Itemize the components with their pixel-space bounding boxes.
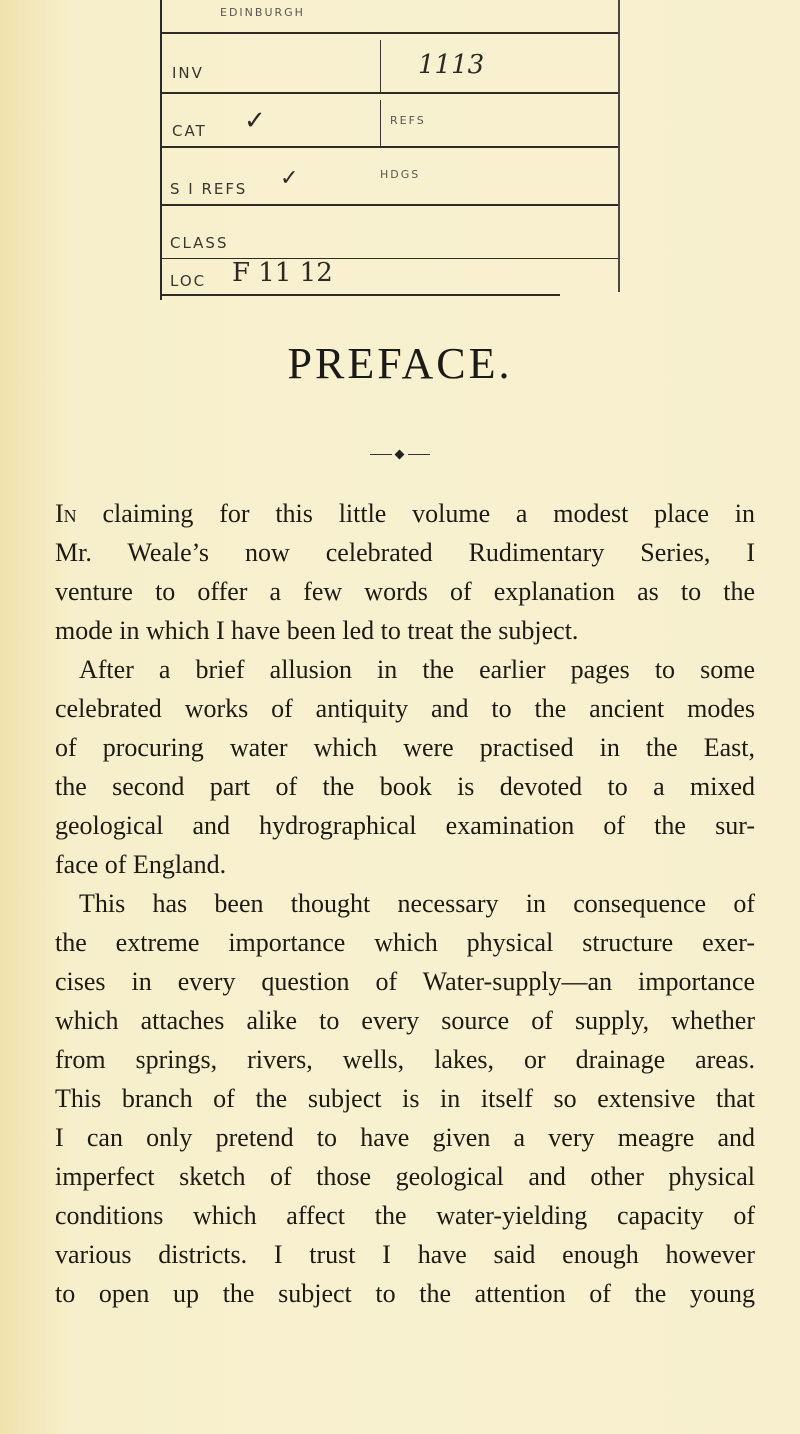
stamp-cat-check: ✓	[244, 106, 266, 136]
stamp-inv-value: 1113	[418, 50, 485, 80]
text-line: from springs, rivers, wells, lakes, or drainage areas.	[55, 1045, 755, 1074]
stamp-cat-label: CAT	[172, 122, 207, 140]
text-line: cises in every question of Water-supply—an importance	[55, 967, 755, 996]
text-line: mode in which I have been led to treat the subject.	[55, 616, 579, 645]
text-line: celebrated works of antiquity and to the ancient modes	[55, 694, 755, 723]
text-line	[55, 494, 755, 533]
text-line: of procuring water which were practised in the East,	[55, 733, 755, 762]
text-line: conditions which affect the water-yielding capacity of	[55, 1201, 755, 1230]
stamp-refs-label: REFS	[390, 114, 426, 127]
drop-lead-word: In	[55, 499, 77, 528]
stamp-inv-label: INV	[172, 64, 204, 82]
stamp-rule	[160, 32, 618, 34]
text-line-content: claiming for this little volume a modest place in	[76, 499, 755, 528]
stamp-header-text: EDINBURGH	[220, 6, 305, 19]
stamp-class-label: CLASS	[170, 234, 229, 252]
ornament-line	[370, 454, 392, 455]
text-line: venture to offer a few words of explanation as to the	[55, 577, 755, 606]
stamp-left-border	[160, 0, 162, 300]
text-line: the second part of the book is devoted to a mixed	[55, 772, 755, 801]
stamp-si-refs-label: S I REFS	[170, 180, 248, 198]
stamp-divider	[380, 100, 381, 146]
text-line: which attaches alike to every source of supply, whether	[55, 1006, 755, 1035]
stamp-loc-value: F 11 12	[232, 258, 333, 288]
text-line: After a brief allusion in the earlier pages to some	[79, 655, 755, 684]
stamp-si-check: ✓	[280, 166, 299, 191]
text-line: the extreme importance which physical structure exer-	[55, 928, 755, 957]
text-line: to open up the subject to the attention of the young	[55, 1279, 755, 1308]
stamp-rule	[160, 258, 618, 259]
title-ornament	[370, 448, 430, 462]
ornament-diamond	[395, 450, 405, 460]
text-line: This has been thought necessary in consequence of	[79, 889, 755, 918]
stamp-rule	[160, 294, 560, 296]
preface-body	[55, 494, 755, 1313]
text-line: imperfect sketch of those geological and other physical	[55, 1162, 755, 1191]
text-line: I can only pretend to have given a very meagre and	[55, 1123, 755, 1152]
text-line: various districts. I trust I have said enough however	[55, 1240, 755, 1269]
stamp-rule	[160, 92, 618, 94]
stamp-divider	[380, 40, 381, 92]
page-title: PREFACE.	[287, 339, 513, 388]
stamp-right-border	[618, 0, 620, 292]
library-catalogue-stamp	[160, 0, 620, 300]
text-line: face of England.	[55, 850, 227, 879]
stamp-rule	[160, 204, 618, 206]
text-line: Mr. Weale’s now celebrated Rudimentary Series, I	[55, 538, 755, 567]
ornament-line	[408, 454, 430, 455]
text-line: This branch of the subject is in itself so extensive that	[55, 1084, 755, 1113]
stamp-rule	[160, 146, 618, 148]
stamp-loc-label: LOC	[170, 272, 207, 290]
text-line: geological and hydrographical examination of the sur-	[55, 811, 755, 840]
stamp-hdgs-label: HDGS	[380, 168, 421, 181]
